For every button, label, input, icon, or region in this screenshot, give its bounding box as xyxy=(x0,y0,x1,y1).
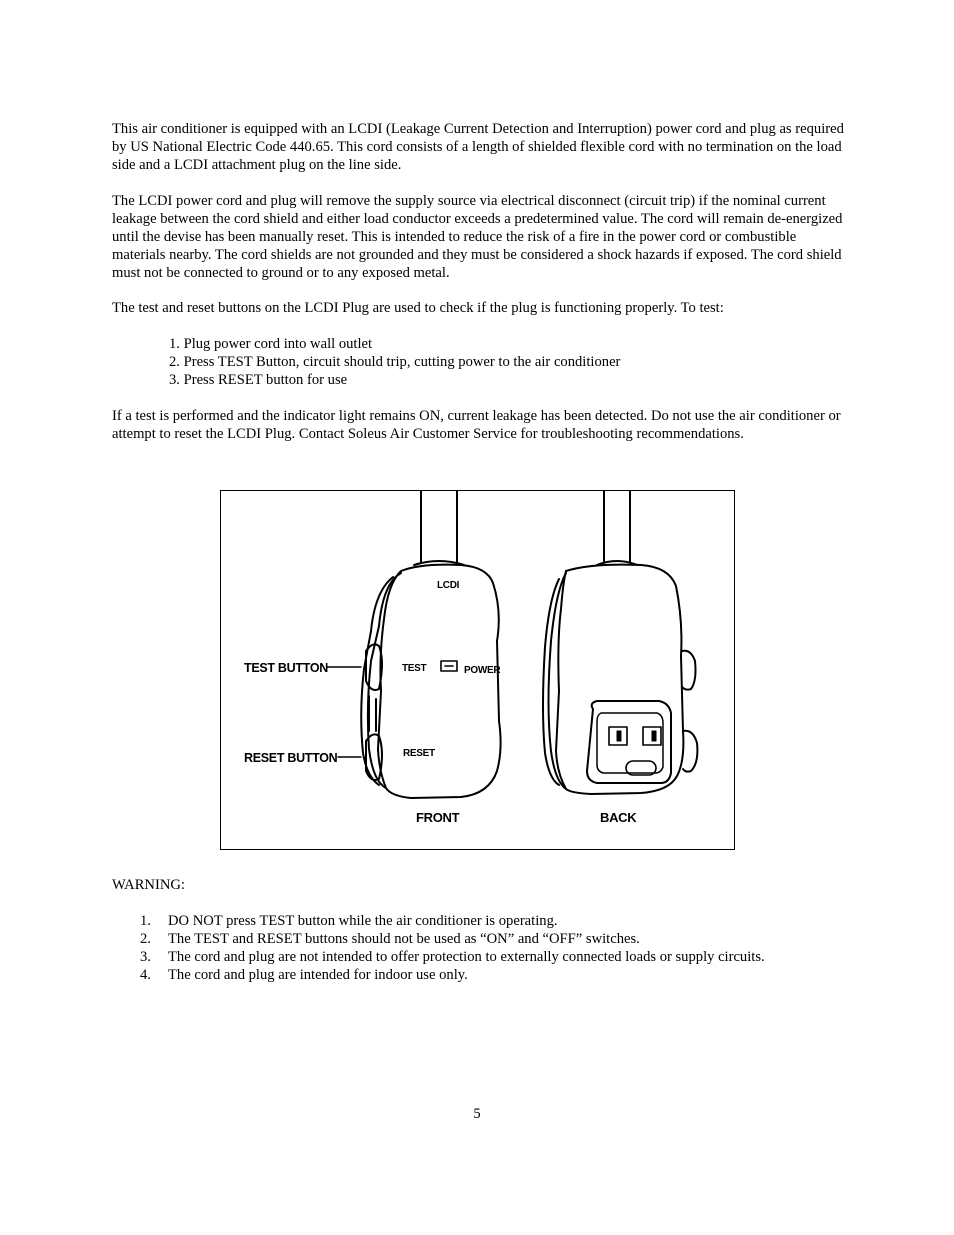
warning-text: The TEST and RESET buttons should not be used as “ON” and “OFF” switches. xyxy=(168,931,640,947)
back-label: BACK xyxy=(600,810,637,825)
warning-title: WARNING: xyxy=(112,877,185,893)
back-plug-drawing xyxy=(543,491,697,794)
test-button-label: TEST BUTTON xyxy=(244,661,328,675)
warning-number: 3. xyxy=(140,949,151,965)
test-step: 3. Press RESET button for use xyxy=(169,372,348,388)
lcdi-label: LCDI xyxy=(437,580,460,591)
reset-label: RESET xyxy=(403,748,435,759)
function-paragraph: The LCDI power cord and plug will remove the supply source via electrical disconnect (circuit trip) if the nominal current leakage between the cord shield and either load conductor exceeds a predetermined value. The cord will remain de-energized until the devise has been manually reset. This is intended to reduce the risk of a fire in the power cord or combustible materials nearby. The cord shields are not grounded and they must be considered a shock hazards if exposed. The cord shield must not be connected to ground or to any exposed metal. xyxy=(112,193,843,281)
front-label: FRONT xyxy=(416,810,460,825)
warning-text: The cord and plug are not intended to offer protection to externally connected loads or supply circuits. xyxy=(168,949,765,965)
lcdi-plug-figure xyxy=(220,490,735,850)
leakage-paragraph: If a test is performed and the indicator light remains ON, current leakage has been detected. Do not use the air conditioner or attempt to reset the LCDI Plug. Contact Soleus Air Customer Service for troubleshooting recommendations. xyxy=(112,408,841,442)
warning-text: The cord and plug are intended for indoor use only. xyxy=(168,967,468,983)
warning-text: DO NOT press TEST button while the air conditioner is operating. xyxy=(168,913,558,929)
page-number: 5 xyxy=(473,1106,481,1122)
test-steps-list xyxy=(169,335,620,389)
test-step: 1. Plug power cord into wall outlet xyxy=(169,336,373,352)
test-label: TEST xyxy=(402,663,427,674)
test-step: 2. Press TEST Button, circuit should trip, cutting power to the air conditioner xyxy=(169,354,621,370)
reset-button-label: RESET BUTTON xyxy=(244,751,338,765)
warning-number: 4. xyxy=(140,967,151,983)
warning-number: 1. xyxy=(140,913,151,929)
test-intro-paragraph: The test and reset buttons on the LCDI Plug are used to check if the plug is functioning properly. To test: xyxy=(112,300,724,316)
intro-paragraph: This air conditioner is equipped with an LCDI (Leakage Current Detection and Interruption) power cord and plug as required by US National Electric Code 440.65. This cord consists of a length of shielded flexible cord with no termination on the load side and a LCDI attachment plug on the line side. xyxy=(112,121,844,173)
warning-number: 2. xyxy=(140,931,151,947)
power-label: POWER xyxy=(464,665,501,676)
